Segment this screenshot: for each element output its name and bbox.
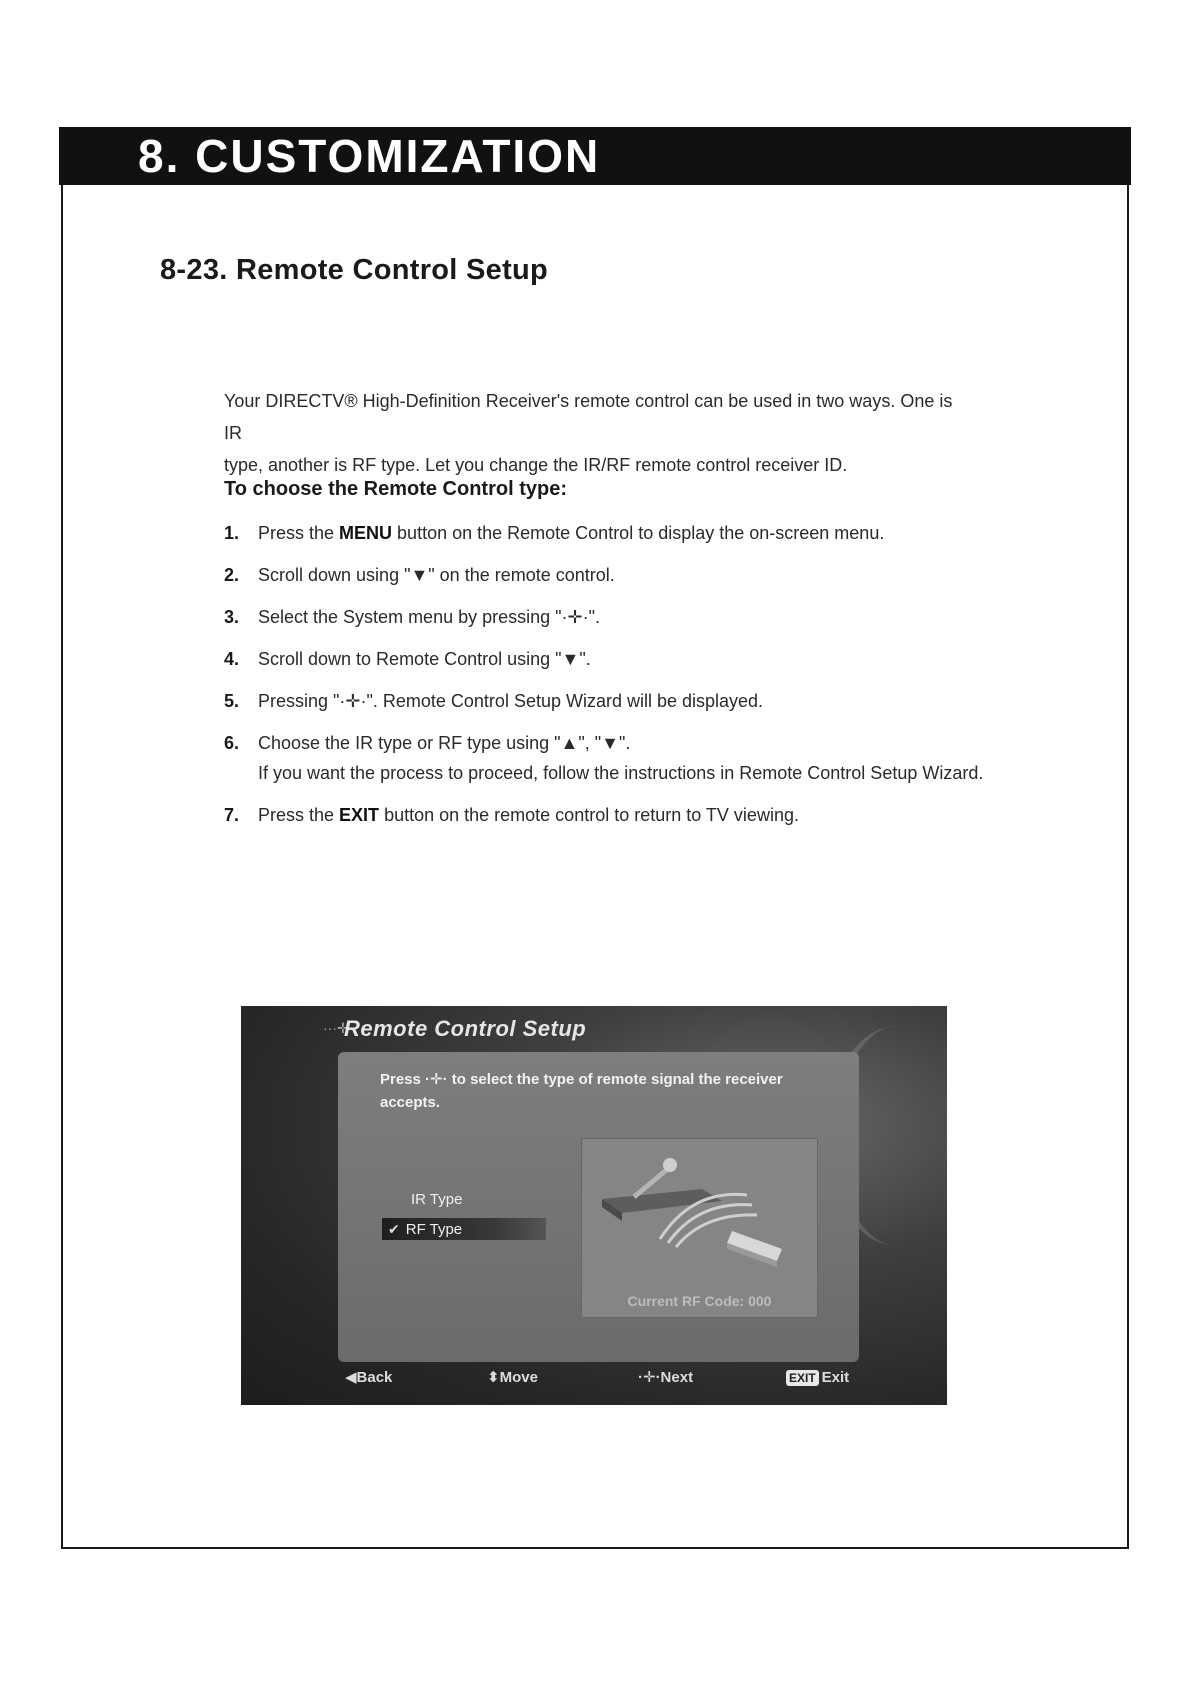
- step-4: [224, 644, 984, 674]
- intro-paragraph: [224, 385, 964, 481]
- current-rf-code: Current RF Code: 000: [627, 1293, 772, 1309]
- step-number: 1.: [224, 523, 240, 543]
- chapter-header-bar: [59, 127, 1131, 185]
- intro-line-1: Your DIRECTV® High-Definition Receiver's remote control can be used in two ways. One is IR: [224, 391, 953, 443]
- step-number: 2.: [224, 565, 240, 585]
- step-bold-term: MENU: [339, 523, 393, 543]
- rf-type-label: RF Type: [405, 1221, 463, 1238]
- step-2: [224, 560, 984, 590]
- step-number: 6.: [224, 733, 240, 753]
- step-1: [224, 518, 984, 548]
- step-text: Scroll down to Remote Control using "▼".: [258, 649, 591, 669]
- check-icon: ✔: [388, 1221, 400, 1237]
- section-title: 8-23. Remote Control Setup: [160, 254, 549, 286]
- steps-heading: To choose the Remote Control type:: [224, 478, 567, 500]
- menu-pointer-icon: ···✛: [323, 1020, 349, 1036]
- step-number: 7.: [224, 805, 240, 825]
- step-text: Scroll down using "▼" on the remote control.: [258, 565, 615, 585]
- ir-type-label: IR Type: [411, 1191, 463, 1208]
- step-number: 5.: [224, 691, 240, 711]
- screen-title: Remote Control Setup: [344, 1016, 587, 1041]
- step-text-post: button on the remote control to return to TV viewing.: [379, 805, 799, 825]
- back-hint[interactable]: ◀Back: [345, 1369, 393, 1386]
- tv-screen-screenshot: [241, 1006, 947, 1405]
- steps-list: [224, 518, 984, 830]
- move-hint[interactable]: ⬍Move: [487, 1369, 538, 1386]
- step-text: Pressing "·✛·". Remote Control Setup Wizard will be displayed.: [258, 691, 764, 711]
- chapter-title: 8. CUSTOMIZATION: [138, 130, 601, 182]
- step-7: [224, 800, 984, 830]
- remote-signal-icon: [582, 1139, 817, 1279]
- remote-illustration: [581, 1138, 818, 1318]
- step-text: Choose the IR type or RF type using "▲", "▼".: [258, 733, 631, 753]
- step-bold-term: EXIT: [339, 805, 380, 825]
- step-text-pre: Press the: [258, 805, 340, 825]
- wizard-panel: [338, 1052, 859, 1362]
- step-text: Select the System menu by pressing "·✛·".: [258, 607, 600, 627]
- exit-hint[interactable]: [786, 1368, 849, 1388]
- exit-label: Exit: [821, 1369, 850, 1386]
- step-number: 3.: [224, 607, 240, 627]
- exit-key-icon: EXIT: [786, 1370, 819, 1386]
- step-6: [224, 728, 984, 788]
- step-3: [224, 602, 984, 632]
- next-hint[interactable]: ·✛·Next: [638, 1369, 694, 1386]
- ir-type-option[interactable]: [411, 1189, 462, 1211]
- step-text-post: button on the Remote Control to display the on-screen menu.: [392, 523, 885, 543]
- rf-type-option[interactable]: [382, 1218, 546, 1240]
- intro-line-2: type, another is RF type. Let you change the IR/RF remote control receiver ID.: [224, 455, 848, 475]
- step-5: [224, 686, 984, 716]
- step-number: 4.: [224, 649, 240, 669]
- step-text-continued: If you want the process to proceed, follow the instructions in Remote Control Setup Wizard.: [258, 763, 984, 783]
- wizard-instruction: Press ·✛· to select the type of remote signal the receiver accepts.: [380, 1071, 783, 1111]
- step-text-pre: Press the: [258, 523, 340, 543]
